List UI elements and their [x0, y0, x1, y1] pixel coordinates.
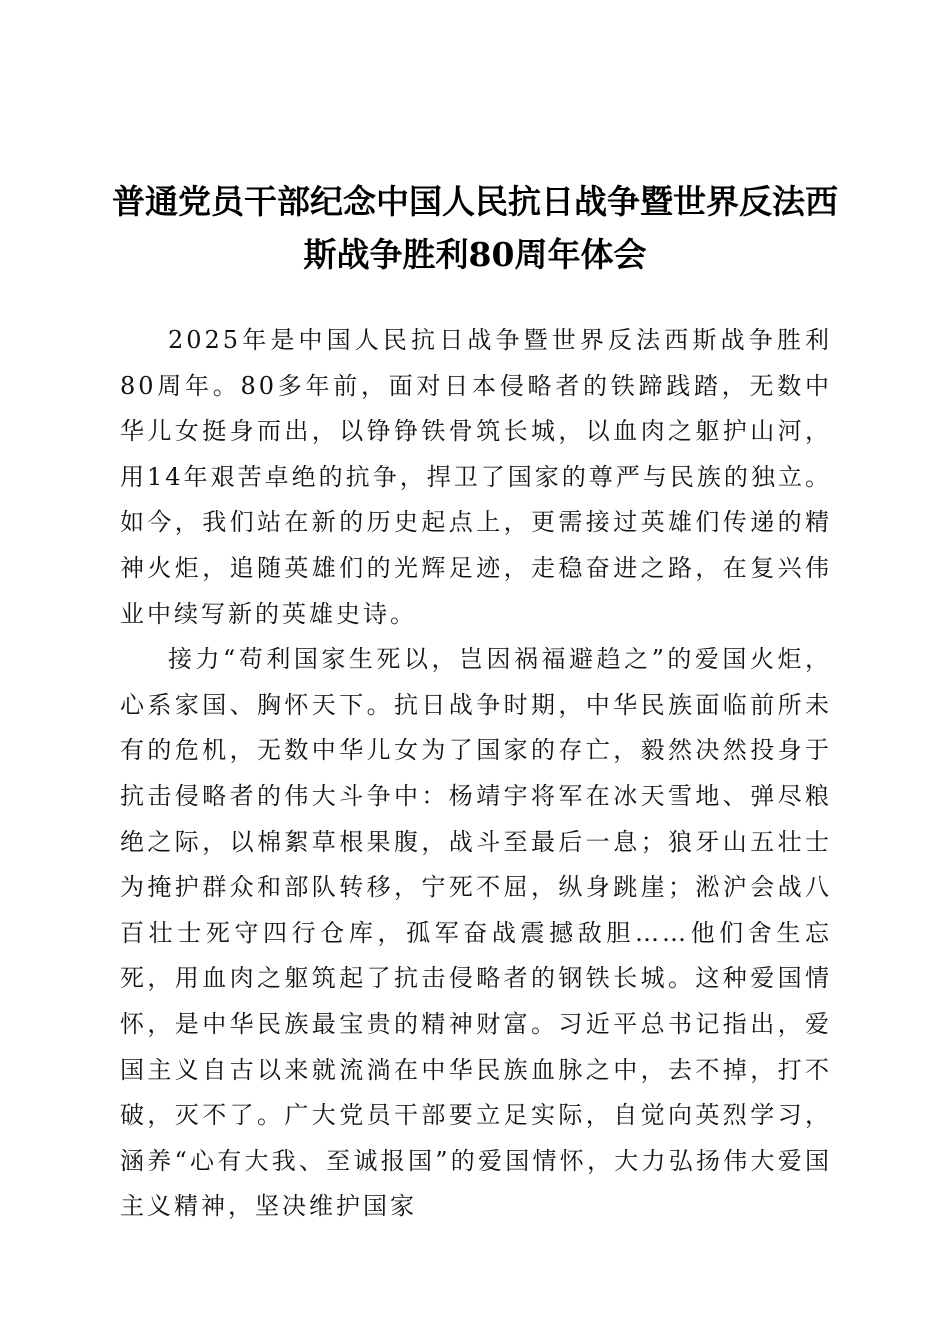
paragraph-patriotism: 接力“苟利国家生死以，岂因祸福避趋之”的爱国火炬，心系家国、胸怀天下。抗日战争时期，中华民族面临前所未有的危机，无数中华儿女为了国家的存亡，毅然决然投身于抗击侵略者的伟大斗争中：杨靖宇将军在冰天雪地、弹尽粮绝之际，以棉絮草根果腹，战斗至最后一息；狼牙山五壮士为掩护群众和部队转移，宁死不屈，纵身跳崖；淞沪会战八百壮士死守四行仓库，孤军奋战震撼敌胆……他们舍生忘死，用血肉之躯筑起了抗击侵略者的钢铁长城。这种爱国情怀，是中华民族最宝贵的精神财富。习近平总书记指出，爱国主义自古以来就流淌在中华民族血脉之中，去不掉，打不破，灭不了。广大党员干部要立足实际，自觉向英烈学习，涵养“心有大我、至诚报国”的爱国情怀，大力弘扬伟大爱国主义精神，坚决维护国家 [120, 645, 832, 1221]
document-title: 普通党员干部纪念中国人民抗日战争暨世界反法西斯战争胜利80周年体会 [112, 182, 838, 274]
document-body [120, 318, 832, 1230]
paragraph-intro: 2025年是中国人民抗日战争暨世界反法西斯战争胜利80周年。80多年前，面对日本侵略者的铁蹄践踏，无数中华儿女挺身而出，以铮铮铁骨筑长城，以血肉之躯护山河，用14年艰苦卓绝的抗争，捍卫了国家的尊严与民族的独立。如今，我们站在新的历史起点上，更需接过英雄们传递的精神火炬，追随英雄们的光辉足迹，走稳奋进之路，在复兴伟业中续写新的英雄史诗。 [120, 326, 832, 628]
